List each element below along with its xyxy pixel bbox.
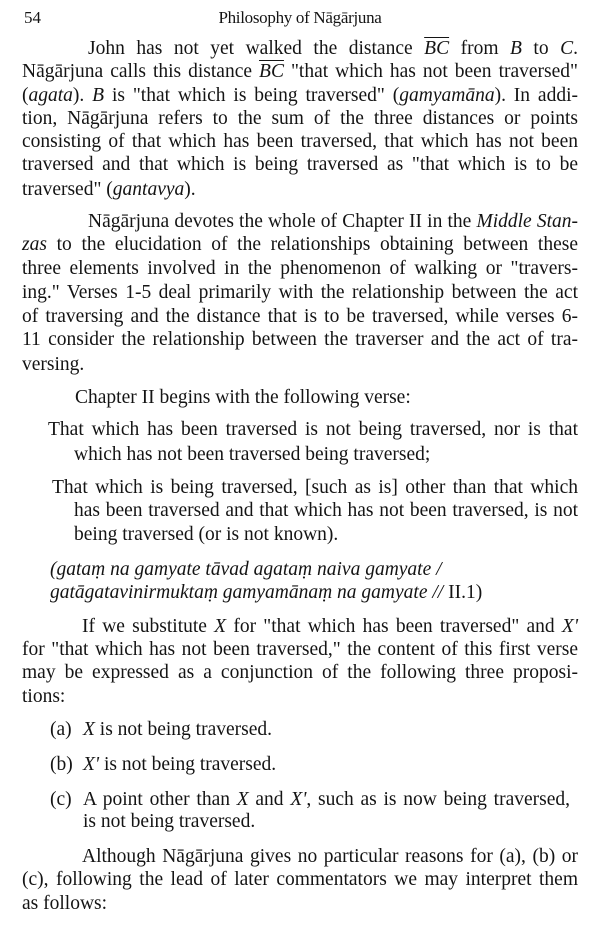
sanskrit-line [50, 558, 578, 582]
italic-text: X [83, 719, 95, 740]
paragraph-line: for "that which has not been traversed," the content of this first verse [22, 639, 578, 660]
paragraph-line: John has not yet walked the distance $\overline{BC}$ from B to C. [88, 38, 578, 59]
paragraph-line: traversed" (gantavya). [22, 179, 196, 200]
proposition-label: (a) [50, 719, 72, 740]
verse-line: has been traversed and that which has not been traversed, is not [74, 500, 578, 521]
proposition-label: (c) [50, 789, 72, 810]
italic-text: C [560, 38, 574, 59]
italic-text: X [214, 616, 227, 637]
proposition-text: A point other than X and X', such as is now being traversed, [83, 789, 571, 810]
paragraph-line: zas to the elucidation of the relationships obtaining between these [22, 234, 578, 255]
proposition-text: X' is not being traversed. [83, 754, 277, 775]
italic-text: gatāgatavinirmuktaṃ gamyamānaṃ na gamyate // [50, 582, 449, 603]
paragraph-line: If we substitute X for "that which has been traversed" and X' [82, 616, 578, 637]
verse-intro: Chapter II begins with the following verse: [75, 387, 411, 408]
paragraph-line: ing." Verses 1-5 deal primarily with the relationship between the act [22, 282, 578, 303]
verse-line: That which is being traversed, [such as is] other than that which [52, 477, 578, 498]
italic-text: (gataṃ na gamyate tāvad agataṃ naiva gamyate / [50, 559, 442, 580]
paragraph-line: (agata). B is "that which is being traversed" (gamyamāna). In addi- [22, 85, 578, 106]
paragraph-line: versing. [22, 354, 85, 375]
verse-line: That which has been traversed is not being traversed, nor is that [48, 419, 578, 440]
italic-text: B [92, 85, 105, 106]
paragraph-line: of traversing and the distance that is to be traversed, while verses 6- [22, 306, 578, 327]
italic-text: gamyamāna [399, 85, 495, 106]
proposition-text: X is not being traversed. [83, 719, 273, 740]
proposition-label: (b) [50, 754, 73, 775]
paragraph-line: as follows: [22, 893, 108, 914]
italic-text: X' [83, 754, 100, 775]
italic-text: agata [28, 85, 73, 106]
italic-text: $\overline{BC}$ [424, 38, 450, 59]
proposition-text: is not being traversed. [83, 811, 256, 832]
paragraph-line: may be expressed as a conjunction of the following three proposi- [22, 662, 578, 683]
italic-text: zas [22, 234, 47, 255]
page-number: 54 [24, 8, 41, 27]
paragraph-line: 11 consider the relationship between the traverser and the act of tra- [22, 329, 578, 350]
paragraph-line: consisting of that which has been traversed, that which has not been [22, 131, 578, 152]
italic-text: X' [561, 616, 578, 637]
paragraph-line: Nāgārjuna calls this distance $\overline{BC}$ "that which has not been traversed" [22, 61, 578, 82]
running-title: Philosophy of Nāgārjuna [218, 8, 382, 27]
paragraph-line: traversed and that which is being traversed as "that which is to be [22, 154, 578, 175]
italic-text: B [510, 38, 522, 59]
paragraph-line: Although Nāgārjuna gives no particular reasons for (a), (b) or [82, 846, 578, 867]
italic-text: X [236, 789, 249, 810]
italic-text: gantavya [112, 179, 185, 200]
verse-line: being traversed (or is not known). [74, 524, 339, 545]
italic-text: $\overline{BC}$ [259, 61, 284, 82]
paragraph-line: tions: [22, 686, 66, 707]
italic-text: X' [290, 789, 307, 810]
paragraph-line: tion, Nāgārjuna refers to the sum of the three distances or points [22, 108, 578, 129]
paragraph-line: Nāgārjuna devotes the whole of Chapter II in the Middle Stan- [88, 211, 579, 232]
italic-text: Middle Stan- [476, 211, 579, 232]
verse-line: which has not been traversed being traversed; [74, 444, 431, 465]
sanskrit-line: gatāgatavinirmuktaṃ gamyamānaṃ na gamyate // II.1) [50, 582, 483, 603]
paragraph-line: (c), following the lead of later commentators we may interpret them [22, 869, 578, 890]
paragraph-line: three elements involved in the phenomenon of walking or "travers- [22, 258, 578, 279]
